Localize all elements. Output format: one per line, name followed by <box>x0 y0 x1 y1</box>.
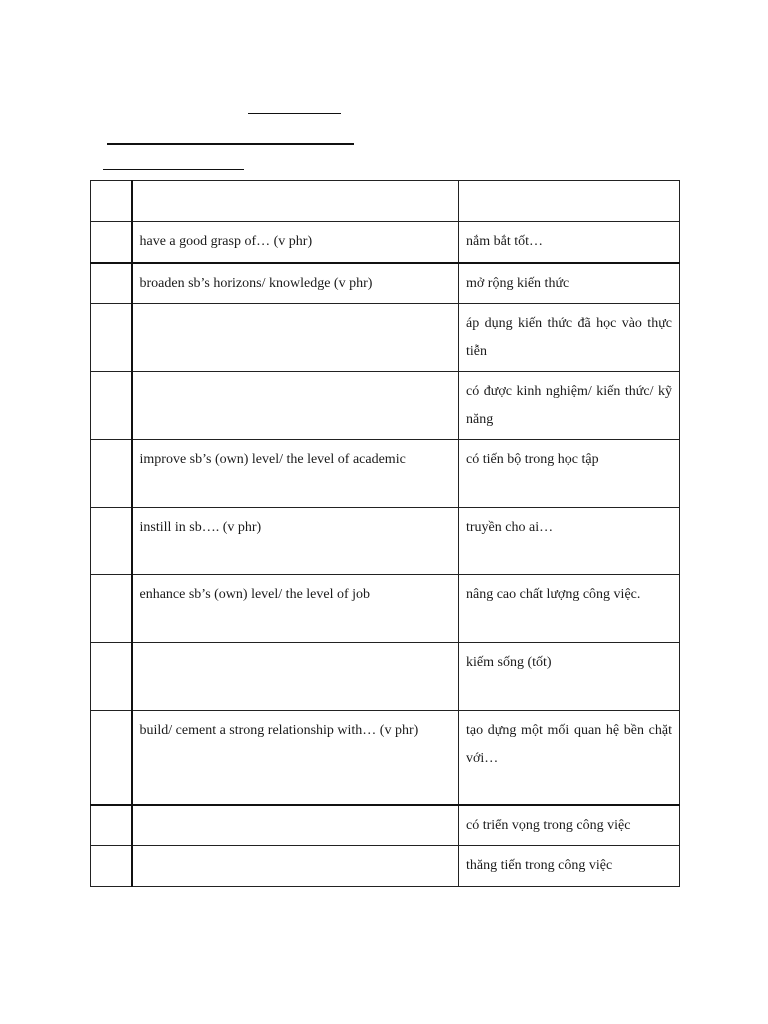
table-row <box>91 304 680 372</box>
vietnamese-meaning-cell: có được kinh nghiệm/ kiến thức/ kỹ năng <box>459 372 680 440</box>
english-phrase-cell: broaden sb’s horizons/ knowledge (v phr) <box>132 263 459 304</box>
english-phrase-cell: enhance sb’s (own) level/ the level of job <box>132 575 459 643</box>
vietnamese-meaning-cell: mở rộng kiến thức <box>459 263 680 304</box>
row-number-cell <box>91 711 132 805</box>
english-phrase-cell <box>132 805 459 846</box>
table-row <box>91 222 680 263</box>
english-phrase-cell: build/ cement a strong relationship with… (v phr) <box>132 711 459 805</box>
table-row <box>91 263 680 304</box>
table-row <box>91 440 680 508</box>
english-phrase-cell: instill in sb…. (v phr) <box>132 508 459 575</box>
english-phrase-cell: improve sb’s (own) level/ the level of academic <box>132 440 459 508</box>
vietnamese-meaning-cell: có triển vọng trong công việc <box>459 805 680 846</box>
table-row <box>91 846 680 887</box>
vietnamese-meaning-cell: nâng cao chất lượng công việc. <box>459 575 680 643</box>
english-phrase-cell <box>132 181 459 222</box>
vocabulary-table <box>90 180 680 887</box>
row-number-cell <box>91 575 132 643</box>
row-number-cell <box>91 643 132 711</box>
heading-underline-3 <box>103 169 244 170</box>
vietnamese-meaning-cell: nắm bắt tốt… <box>459 222 680 263</box>
row-number-cell <box>91 440 132 508</box>
english-phrase-cell: have a good grasp of… (v phr) <box>132 222 459 263</box>
table-row <box>91 711 680 805</box>
vietnamese-meaning-cell: tạo dựng một mối quan hệ bền chặt với… <box>459 711 680 805</box>
table-row <box>91 372 680 440</box>
english-phrase-cell <box>132 372 459 440</box>
vietnamese-meaning-cell: áp dụng kiến thức đã học vào thực tiễn <box>459 304 680 372</box>
vietnamese-meaning-cell: truyền cho ai… <box>459 508 680 575</box>
table-row <box>91 805 680 846</box>
row-number-cell <box>91 372 132 440</box>
row-number-cell <box>91 304 132 372</box>
heading-underline-1 <box>248 113 341 114</box>
vietnamese-meaning-cell: kiếm sống (tốt) <box>459 643 680 711</box>
row-number-cell <box>91 181 132 222</box>
table-header-row <box>91 181 680 222</box>
row-number-cell <box>91 508 132 575</box>
table-row <box>91 508 680 575</box>
row-number-cell <box>91 222 132 263</box>
vietnamese-meaning-cell <box>459 181 680 222</box>
vietnamese-meaning-cell: thăng tiến trong công việc <box>459 846 680 887</box>
heading-underline-2 <box>107 143 354 145</box>
table-row <box>91 575 680 643</box>
row-number-cell <box>91 263 132 304</box>
english-phrase-cell <box>132 643 459 711</box>
english-phrase-cell <box>132 304 459 372</box>
row-number-cell <box>91 846 132 887</box>
vietnamese-meaning-cell: có tiến bộ trong học tập <box>459 440 680 508</box>
english-phrase-cell <box>132 846 459 887</box>
table-row <box>91 643 680 711</box>
row-number-cell <box>91 805 132 846</box>
